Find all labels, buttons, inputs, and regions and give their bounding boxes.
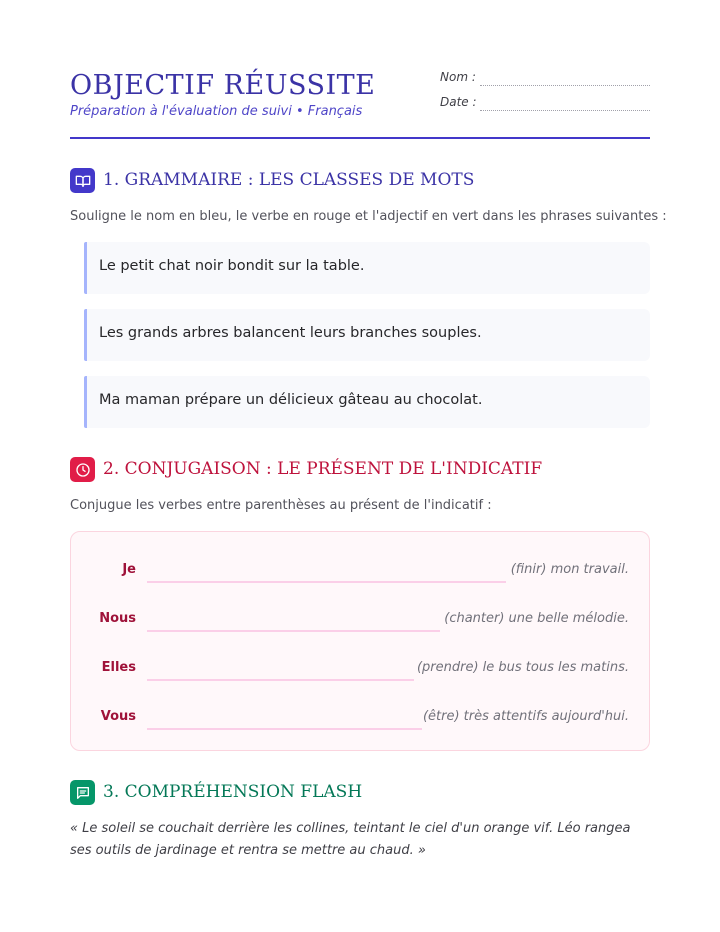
message-text-icon [70, 780, 95, 805]
section-grammar-heading [70, 168, 650, 194]
name-label: Nom : [440, 70, 476, 84]
date-blank-line[interactable] [480, 110, 650, 111]
answer-blank[interactable] [147, 581, 506, 583]
grammar-sentence[interactable] [84, 309, 650, 361]
pronoun-label: Je [122, 562, 136, 577]
name-blank-line[interactable] [480, 85, 650, 86]
sentence-text: Le petit chat noir bondit sur la table. [99, 258, 365, 274]
page-subtitle: Préparation à l'évaluation de suivi • Français [70, 104, 363, 119]
grammar-sentence[interactable] [84, 376, 650, 428]
section-comprehension-heading [70, 780, 650, 806]
verb-hint: (prendre) le bus tous les matins. [416, 660, 629, 675]
page-title: OBJECTIF RÉUSSITE [70, 70, 376, 101]
grammar-instruction: Souligne le nom en bleu, le verbe en rouge et l'adjectif en vert dans les phrases suivantes : [70, 209, 667, 224]
conjugation-box [70, 531, 650, 751]
pronoun-label: Vous [100, 709, 136, 724]
pronoun-label: Elles [101, 660, 136, 675]
clock-icon [70, 457, 95, 482]
verb-hint: (chanter) une belle mélodie. [444, 611, 629, 626]
conjugation-row [71, 654, 651, 682]
pronoun-label: Nous [99, 611, 136, 626]
answer-blank[interactable] [147, 728, 422, 730]
conjugation-row [71, 703, 651, 731]
section-comprehension-title: 3. COMPRÉHENSION FLASH [103, 782, 363, 802]
sentence-text: Les grands arbres balancent leurs branches souples. [99, 325, 482, 341]
name-field[interactable] [440, 70, 650, 90]
book-open-icon [70, 168, 95, 193]
sentence-text: Ma maman prépare un délicieux gâteau au chocolat. [99, 392, 483, 408]
conjugation-row [71, 556, 651, 584]
section-conjugation-title: 2. CONJUGAISON : LE PRÉSENT DE L'INDICATIF [103, 459, 543, 479]
header-divider [70, 137, 650, 139]
answer-blank[interactable] [147, 679, 414, 681]
section-grammar-title: 1. GRAMMAIRE : LES CLASSES DE MOTS [103, 170, 475, 190]
section-conjugation-heading [70, 457, 650, 483]
comprehension-quote: « Le soleil se couchait derrière les collines, teintant le ciel d'un orange vif. Léo rangea ses outils de jardinage et rentra se mettre au chaud. » [70, 821, 631, 858]
answer-blank[interactable] [147, 630, 440, 632]
conjugation-row [71, 605, 651, 633]
grammar-sentence[interactable] [84, 242, 650, 294]
verb-hint: (finir) mon travail. [510, 562, 629, 577]
verb-hint: (être) très attentifs aujourd'hui. [422, 709, 629, 724]
date-field[interactable] [440, 95, 650, 115]
worksheet-page [70, 0, 667, 932]
date-label: Date : [440, 95, 477, 109]
conjugation-instruction: Conjugue les verbes entre parenthèses au présent de l'indicatif : [70, 498, 492, 513]
